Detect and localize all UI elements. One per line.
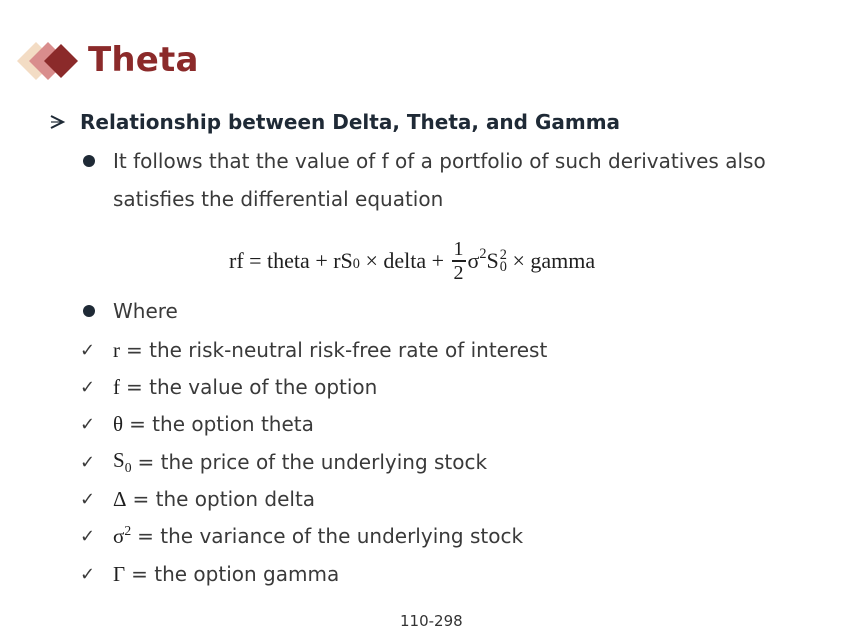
list-item (80, 372, 377, 402)
differential-equation (229, 238, 595, 284)
fraction-denominator: 2 (453, 261, 464, 284)
formula-fraction (452, 238, 466, 284)
checkmark-icon: ✓ (80, 563, 96, 585)
definition-text: = the price of the underlying stock (137, 450, 488, 474)
section-heading: Relationship between Delta, Theta, and Gamma (80, 110, 621, 134)
definition-text: = the value of the option (126, 375, 378, 399)
checkmark-icon: ✓ (80, 339, 96, 361)
formula-lhs: rf = theta + rS (229, 247, 353, 273)
formula-sigma: σ (467, 247, 480, 273)
definition-text: = the risk-neutral risk-free rate of interest (126, 338, 548, 362)
arrow-bullet-icon (48, 113, 66, 131)
formula-s-sup: 2 (499, 246, 507, 263)
bullet-dot-icon (83, 155, 95, 167)
section-heading-row (48, 110, 620, 134)
paragraph-text: It follows that the value of f of a portfolio of such derivatives also satisfies the differential equation (113, 149, 766, 211)
definition-text: = the variance of the underlying stock (137, 524, 524, 548)
checkmark-icon: ✓ (80, 376, 96, 398)
definition-symbol: r (113, 337, 120, 362)
where-label: Where (113, 299, 178, 323)
formula-s-sub: 0 (499, 258, 507, 275)
checkmark-icon: ✓ (80, 451, 96, 473)
checkmark-icon: ✓ (80, 525, 96, 547)
formula-end: × gamma (506, 247, 596, 273)
definition-symbol: $\sigma^2$ (113, 523, 132, 548)
list-item (80, 484, 315, 514)
formula-s: S (486, 247, 499, 273)
checkmark-icon: ✓ (80, 488, 96, 510)
checkmark-icon: ✓ (80, 413, 96, 435)
definition-symbol-sub: 0 (124, 460, 132, 476)
list-item (80, 335, 547, 365)
definition-symbol: Γ (113, 561, 126, 586)
bullet-dot-icon (83, 305, 95, 317)
logo-diamonds-icon (16, 40, 82, 82)
definition-symbol-sup: 2 (124, 523, 132, 538)
formula-sigma-sup: 2 (479, 246, 487, 263)
page-number: 110-298 (400, 612, 463, 630)
definition-symbol: $S_0$ (113, 447, 132, 476)
list-item (80, 521, 523, 551)
page-title: Theta (88, 40, 199, 80)
list-item (80, 559, 339, 589)
list-item (80, 447, 487, 477)
definition-text: = the option gamma (131, 562, 340, 586)
definition-symbol: θ (113, 411, 124, 436)
definition-text: = the option theta (129, 412, 314, 436)
formula-lhs-sub: 0 (352, 256, 360, 273)
definition-symbol: f (113, 374, 120, 399)
fraction-numerator: 1 (453, 238, 464, 260)
formula-mid: × delta + (359, 247, 450, 273)
list-item (80, 409, 314, 439)
definition-symbol: Δ (113, 486, 127, 511)
definition-text: = the option delta (132, 487, 316, 511)
